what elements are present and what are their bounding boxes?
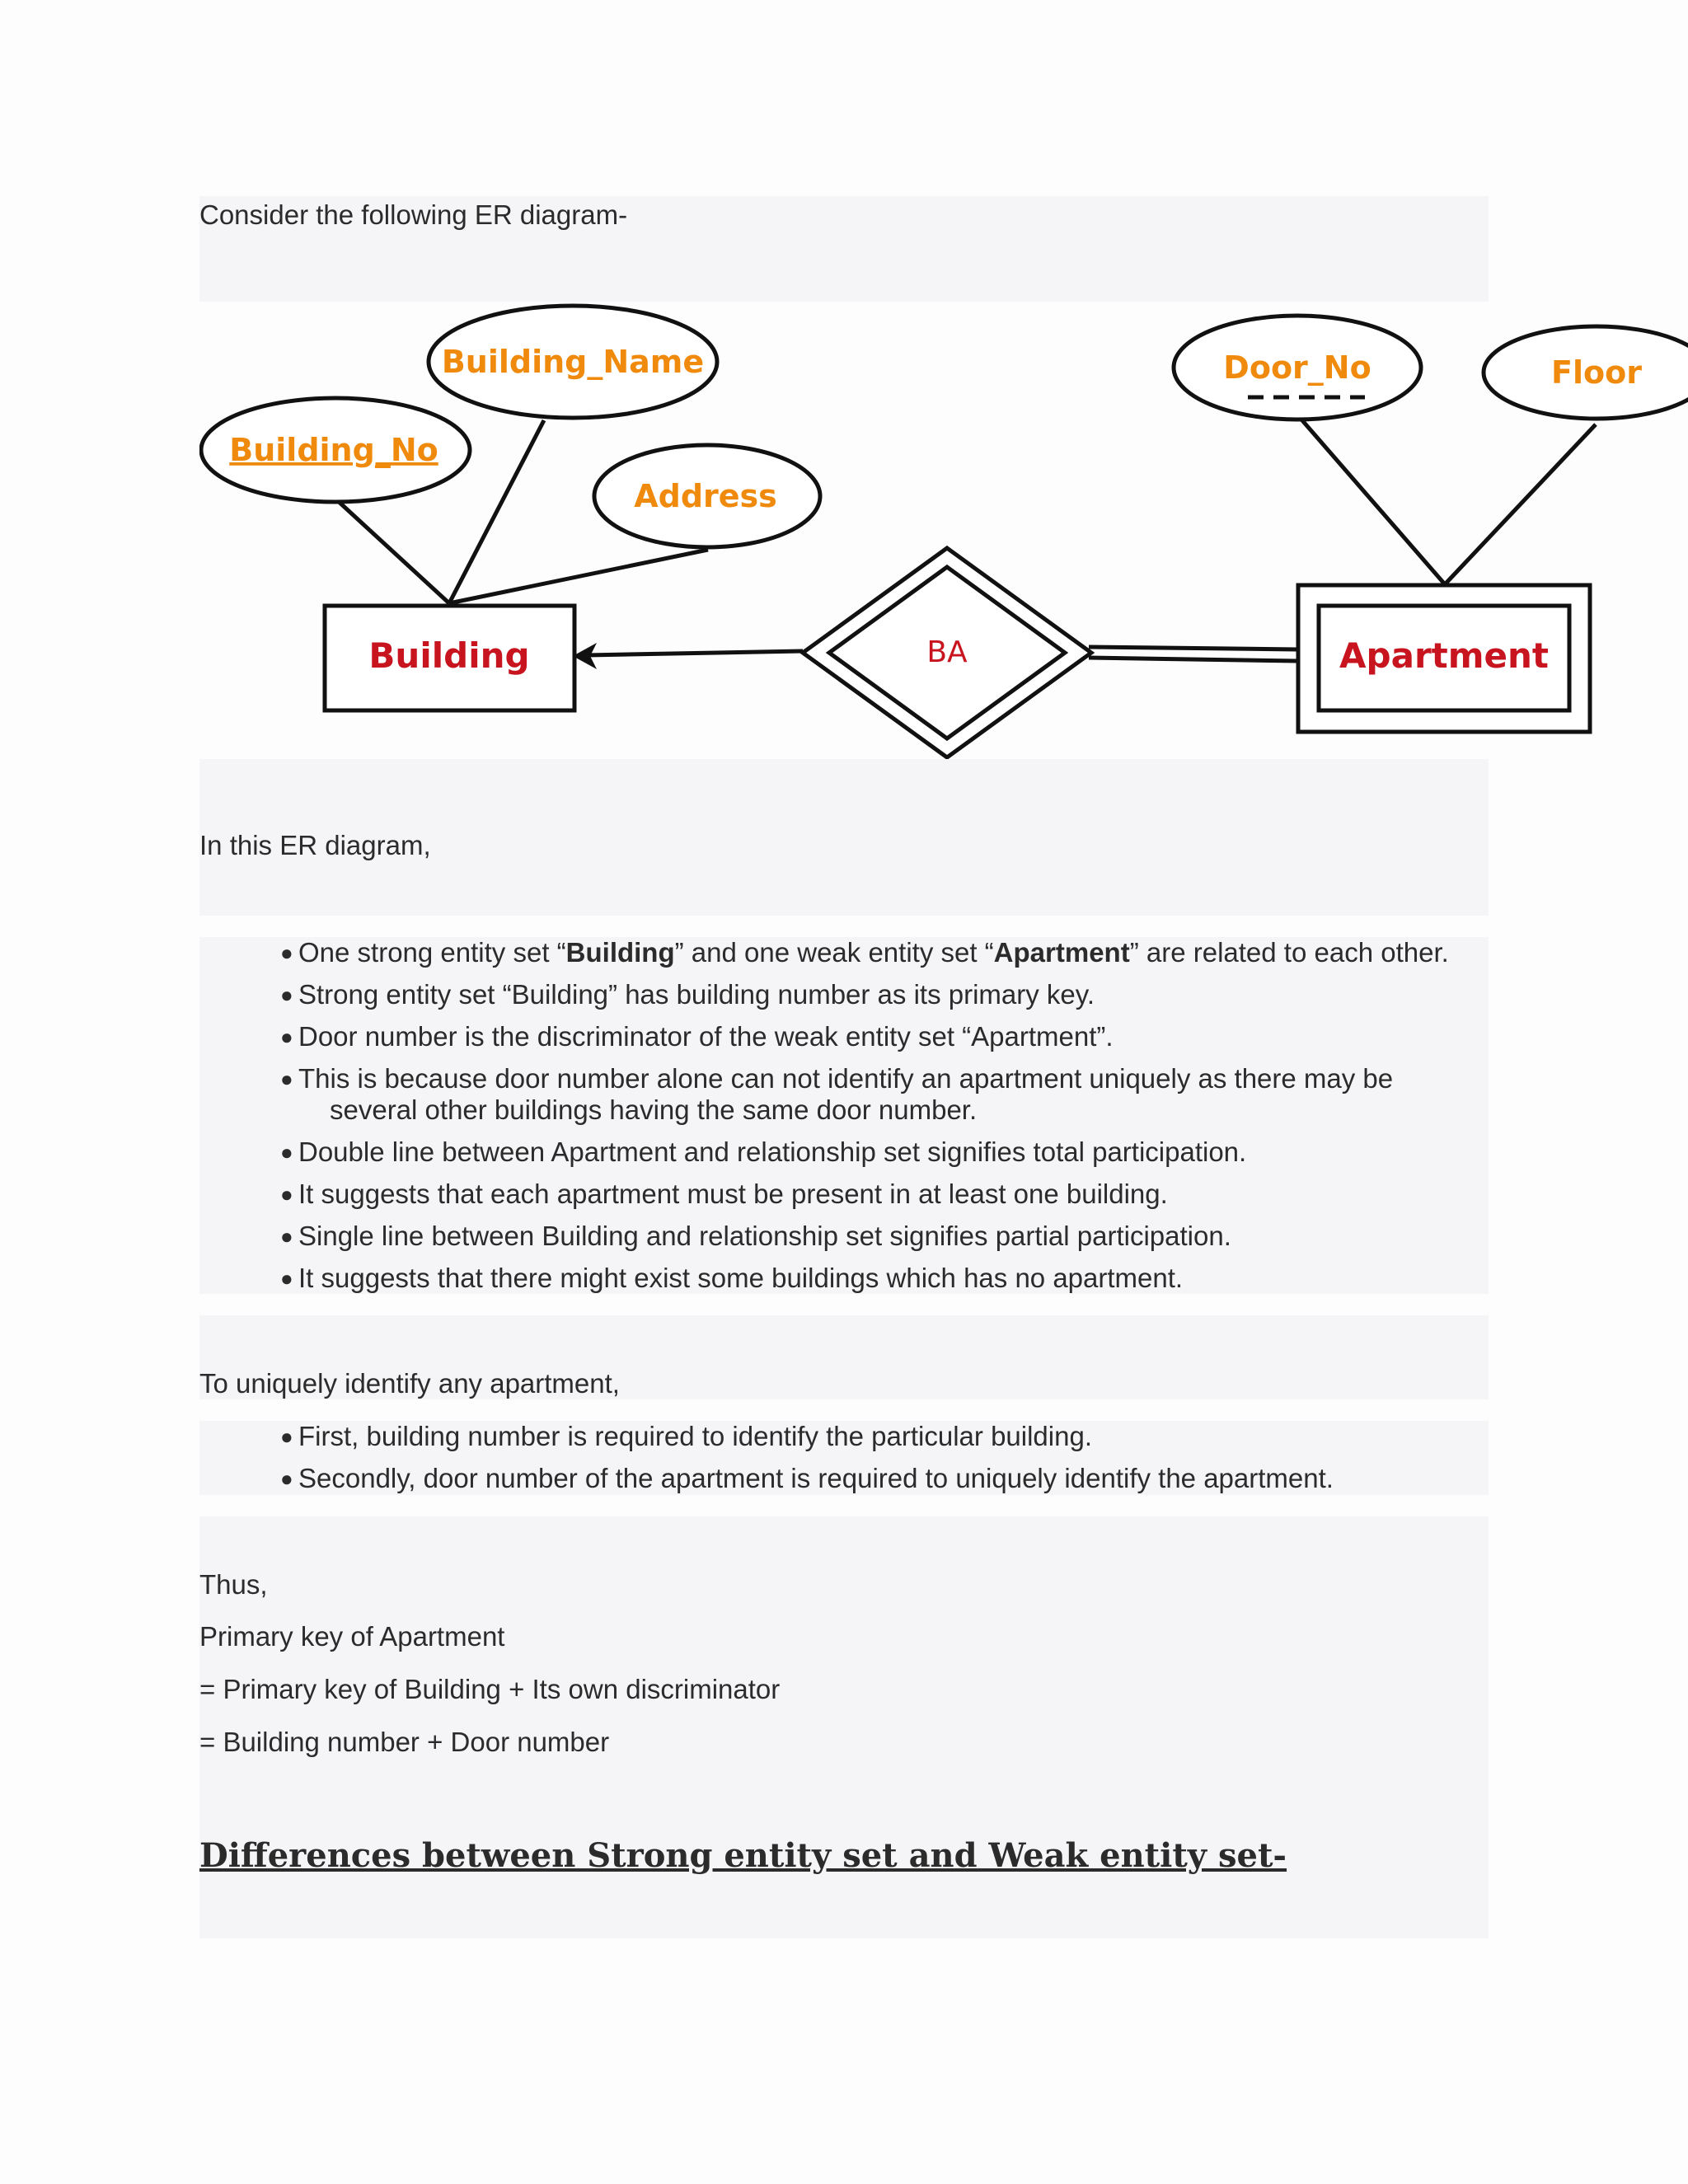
section3-block <box>199 1516 1489 1938</box>
line-address <box>449 550 708 603</box>
list-item: ● Double line between Apartment and relationship set signifies total participation. <box>280 1137 1247 1167</box>
line-ba-apartment-2 <box>1089 658 1297 661</box>
list-item: ● Single line between Building and relationship set signifies partial participation. <box>280 1221 1231 1251</box>
line-floor <box>1445 424 1596 584</box>
intro-block <box>199 196 1489 302</box>
label-address: Address <box>634 478 777 514</box>
list-item: ● Door number is the discriminator of the weak entity set “Apartment”. <box>280 1021 1114 1052</box>
list-item: ● This is because door number alone can not identify an apartment uniquely as there may be several other buildings having the same door number. <box>280 1063 1394 1125</box>
label-ba: BA <box>926 635 968 669</box>
section2-bullet-list <box>279 1421 1334 1505</box>
formula-line-2: = Building number + Door number <box>199 1727 610 1757</box>
bullet-icon: ● <box>280 1140 293 1165</box>
bullet-icon: ● <box>280 1424 293 1449</box>
section1-bullet-list <box>279 937 1449 1305</box>
label-apartment: Apartment <box>1339 635 1549 676</box>
line-ba-building <box>587 651 803 655</box>
line-door-no <box>1301 419 1445 584</box>
bullet-icon: ● <box>280 1182 293 1207</box>
er-diagram <box>199 302 1688 759</box>
section2-bullets-block <box>199 1421 1489 1495</box>
section-heading: Differences between Strong entity set and Weak entity set- <box>199 1836 1287 1875</box>
label-building-name: Building_Name <box>441 344 705 380</box>
section2-lead: To uniquely identify any apartment, <box>199 1368 620 1399</box>
list-item: ● One strong entity set “Building” and one weak entity set “Apartment” are related to each other. <box>280 937 1449 968</box>
bullet-icon: ● <box>280 1024 293 1049</box>
bullet-icon: ● <box>280 1066 293 1091</box>
bullet-icon: ● <box>280 982 293 1007</box>
label-building: Building <box>368 635 530 676</box>
line-ba-apartment-1 <box>1089 647 1297 649</box>
label-door-no: Door_No <box>1223 349 1372 386</box>
thus-text: Thus, <box>199 1569 268 1600</box>
formula-line-1: = Primary key of Building + Its own discriminator <box>199 1674 781 1704</box>
section2-lead-block <box>199 1315 1489 1399</box>
bullet-icon: ● <box>280 1224 293 1249</box>
label-floor: Floor <box>1551 354 1642 391</box>
line-building-no <box>337 500 449 603</box>
list-item: ● Strong entity set “Building” has building number as its primary key. <box>280 979 1095 1010</box>
bullet-icon: ● <box>280 1466 293 1491</box>
list-item: ● First, building number is required to identify the particular building. <box>280 1421 1092 1451</box>
list-item: ● Secondly, door number of the apartment is required to uniquely identify the apartment. <box>280 1463 1334 1493</box>
section1-lead-block <box>199 759 1489 916</box>
bullet-icon: ● <box>280 940 293 965</box>
section1-bullets-block <box>199 937 1489 1294</box>
intro-text: Consider the following ER diagram- <box>199 199 628 230</box>
list-item: ● It suggests that each apartment must be present in at least one building. <box>280 1179 1168 1209</box>
label-building-no: Building_No <box>229 432 438 468</box>
bullet-icon: ● <box>280 1266 293 1291</box>
primary-key-line: Primary key of Apartment <box>199 1621 505 1652</box>
list-item: ● It suggests that there might exist some buildings which has no apartment. <box>280 1263 1184 1293</box>
section1-lead: In this ER diagram, <box>199 830 431 860</box>
